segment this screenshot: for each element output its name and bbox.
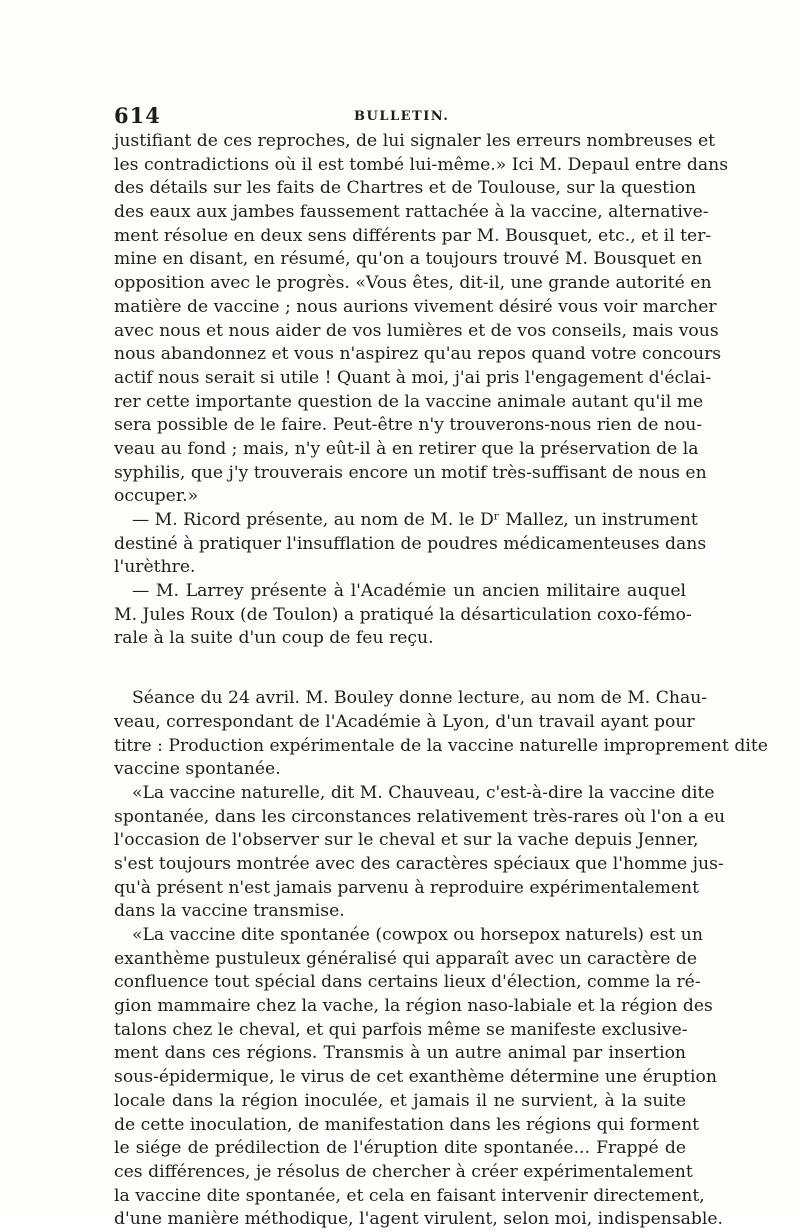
text-line: talons chez le cheval, et qui parfois même se manifeste exclusive- [114,1019,688,1040]
paragraph-ricord [114,509,707,580]
text-line: dans la vaccine transmise. [114,901,345,922]
text-line: — M. Ricord présente, au nom de M. le Dʳ Mallez, un instrument [132,510,698,530]
text-line: avec nous et nous aider de vos lumières et de vos conseils, mais vous [114,320,719,341]
text-line: le siége de prédilection de l'éruption dite spontanée... Frappé de [114,1138,686,1159]
text-line: nous abandonnez et vous n'aspirez qu'au repos quand votre concours [114,344,722,365]
text-line: opposition avec le progrès. «Vous êtes, dit-il, une grande autorité en [114,273,712,294]
text-line: exanthème pustuleux généralisé qui apparaît avec un caractère de [114,948,698,969]
text-line: destiné à pratiquer l'insufflation de poudres médicamenteuses dans [114,533,707,554]
text-line: mine en disant, en résumé, qu'on a toujours trouvé M. Bousquet en [114,249,703,270]
text-line: des eaux aux jambes faussement rattachée à la vaccine, alternative- [114,202,709,223]
text-line: veau, correspondant de l'Académie à Lyon, d'un travail ayant pour [114,711,695,732]
text-line: les contradictions où il est tombé lui-même.» Ici M. Depaul entre dans [114,154,729,175]
paragraph-depaul [114,130,729,509]
text-line: ment résolue en deux sens différents par M. Bousquet, etc., et il ter- [114,225,712,246]
paragraph-larrey [114,580,692,651]
text-line: syphilis, que j'y trouverais encore un motif très-suffisant de nous en [114,462,707,483]
text-line: titre : Production expérimentale de la vaccine naturelle improprement dite [114,735,768,756]
text-line: M. Jules Roux (de Toulon) a pratiqué la désarticulation coxo-fémo- [114,604,692,625]
text-line: ces différences, je résolus de chercher à créer expérimentalement [114,1161,693,1182]
text-line: ment dans ces régions. Transmis à un autre animal par insertion [114,1043,686,1064]
text-line: des détails sur les faits de Chartres et de Toulouse, sur la question [114,178,696,199]
text-line: l'occasion de l'observer sur le cheval et sur la vache depuis Jenner, [114,830,699,851]
text-line: vaccine spontanée. [114,759,281,780]
page-header [114,103,686,127]
text-line: justifiant de ces reproches, de lui signaler les erreurs nombreuses et [114,131,716,151]
text-line: «La vaccine dite spontanée (cowpox ou horsepox naturels) est un [132,925,703,945]
body-text [114,130,768,1232]
paragraph-seance [114,687,768,782]
text-line: confluence tout spécial dans certains lieux d'élection, comme la ré- [114,972,701,993]
text-line: de cette inoculation, de manifestation dans les régions qui forment [114,1114,700,1135]
text-line: Séance du 24 avril. M. Bouley donne lecture, au nom de M. Chau- [132,688,708,709]
text-line: occuper.» [114,486,199,507]
text-line: spontanée, dans les circonstances relativement très-rares où l'on a eu [114,806,726,827]
text-line: qu'à présent n'est jamais parvenu à reproduire expérimentalement [114,877,699,898]
text-line: rale à la suite d'un coup de feu reçu. [114,628,434,649]
paragraph-vaccine-spontanee [114,924,724,1232]
text-line: «La vaccine naturelle, dit M. Chauveau, c'est-à-dire la vaccine dite [132,782,715,803]
text-line: matière de vaccine ; nous aurions vivement désiré vous voir marcher [114,296,717,317]
text-line: s'est toujours montrée avec des caractères spéciaux que l'homme jus- [114,853,724,874]
text-line: locale dans la région inoculée, et jamais il ne survient, à la suite [114,1090,686,1111]
section-gap [114,651,686,687]
text-line: rer cette importante question de la vaccine animale autant qu'il me [114,391,704,412]
text-line: sous-épidermique, le virus de cet exanthème détermine une éruption [114,1067,717,1088]
text-line: actif nous serait si utile ! Quant à moi, j'ai pris l'engagement d'éclai- [114,367,712,388]
text-line: l'urèthre. [114,557,196,578]
page-number: 614 [114,103,161,128]
running-title: BULLETIN. [354,109,450,124]
text-line: sera possible de le faire. Peut-être n'y trouverons-nous rien de nou- [114,415,703,436]
text-line: la vaccine dite spontanée, et cela en faisant intervenir directement, [114,1185,705,1206]
text-line: — M. Larrey présente à l'Académie un ancien militaire auquel [132,581,686,602]
text-line: gion mammaire chez la vache, la région naso-labiale et la région des [114,996,713,1017]
paragraph-chauveau-quote [114,782,726,924]
text-line: d'une manière méthodique, l'agent virulent, selon moi, indispensable. [114,1209,724,1230]
text-line: veau au fond ; mais, n'y eût-il à en retirer que la préservation de la [114,438,699,459]
